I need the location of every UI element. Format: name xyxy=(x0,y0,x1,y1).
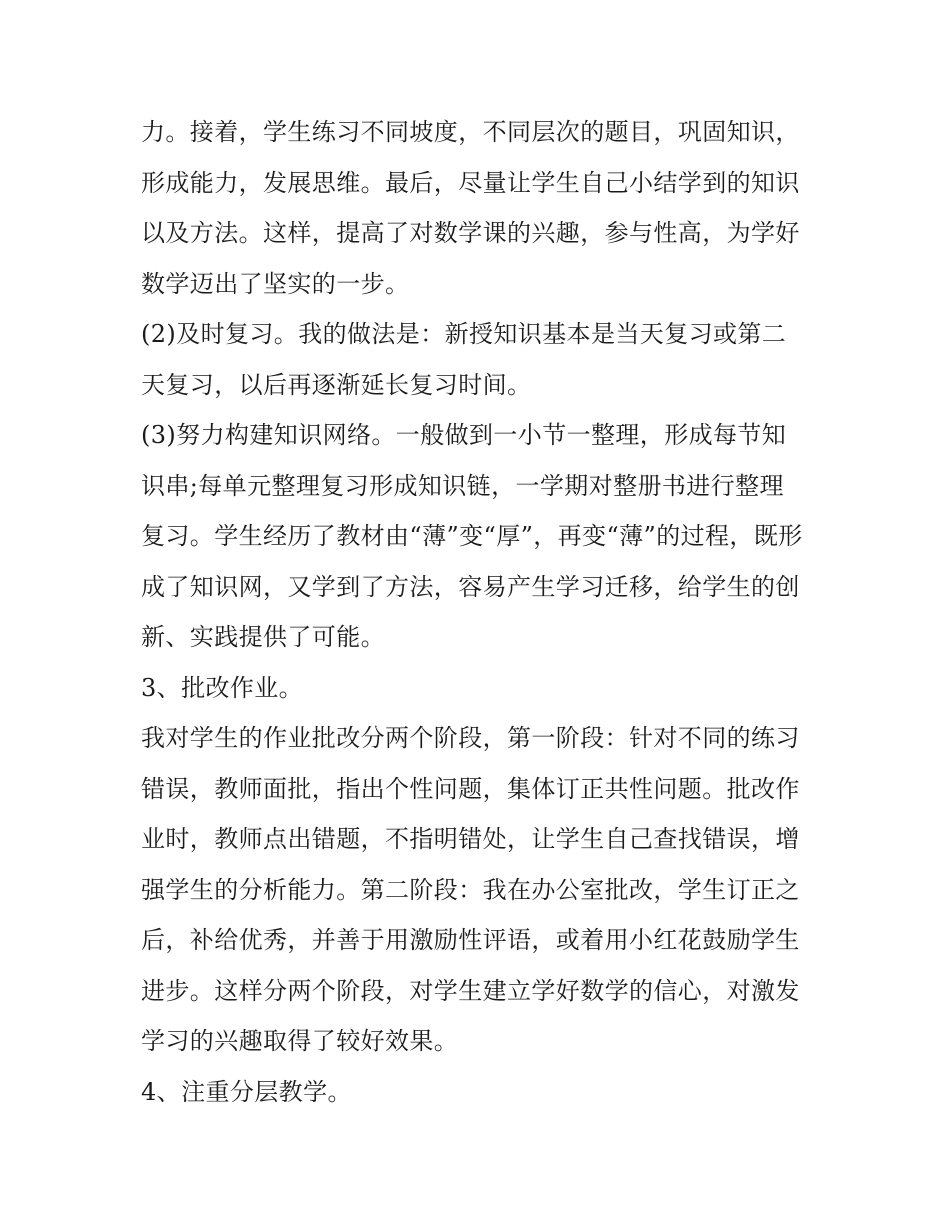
section-heading: 4、注重分层教学。 xyxy=(141,1077,352,1106)
text-line: 我对学生的作业批改分两个阶段，第一阶段：针对不同的练习 xyxy=(141,724,800,752)
text-line: 数学迈出了坚实的一步。 xyxy=(141,269,410,298)
text-line: 以及方法。这样，提高了对数学课的兴趣，参与性高，为学好 xyxy=(141,219,800,247)
text-line: 天复习，以后再逐渐延长复习时间。 xyxy=(141,370,532,399)
text-line: 业时，教师点出错题，不指明错处，让学生自己查找错误，增 xyxy=(141,825,800,853)
text-line: 识串;每单元整理复习形成知识链，一学期对整册书进行整理 xyxy=(141,471,784,500)
text-line: 成了知识网，又学到了方法，容易产生学习迁移，给学生的创 xyxy=(141,572,800,601)
text-line: 学习的兴趣取得了较好效果。 xyxy=(141,1027,459,1055)
body-text xyxy=(141,107,821,1117)
section-heading: 3、批改作业。 xyxy=(141,673,304,702)
text-line: 新、实践提供了可能。 xyxy=(141,623,385,651)
text-line: 进步。这样分两个阶段，对学生建立学好数学的信心，对激发 xyxy=(141,976,800,1005)
text-line: 后，补给优秀，并善于用激励性评语，或着用小红花鼓励学生 xyxy=(141,926,800,954)
text-line: 复习。学生经历了教材由“薄”变“厚”，再变“薄”的过程，既形 xyxy=(141,522,803,550)
text-line: (2)及时复习。我的做法是：新授知识基本是当天复习或第二 xyxy=(141,320,787,348)
text-line: 错误，教师面批，指出个性问题，集体订正共性问题。批改作 xyxy=(141,774,800,803)
text-line: 强学生的分析能力。第二阶段：我在办公室批改，学生订正之 xyxy=(141,875,800,904)
text-line: (3)努力构建知识网络。一般做到一小节一整理，形成每节知 xyxy=(141,421,787,449)
text-line: 力。接着，学生练习不同坡度，不同层次的题目，巩固知识， xyxy=(141,118,800,146)
text-line: 形成能力，发展思维。最后，尽量让学生自己小结学到的知识 xyxy=(141,168,800,197)
